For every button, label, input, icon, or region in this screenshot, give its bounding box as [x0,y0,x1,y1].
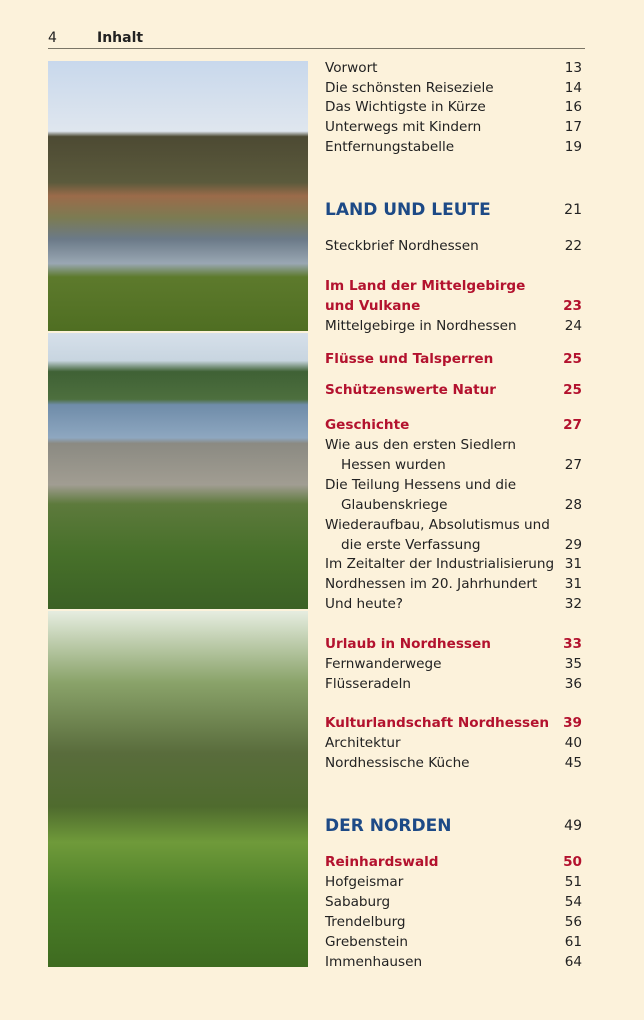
toc-entry-page: 14 [564,80,582,96]
toc-entry-title: Im Zeitalter der Industrialisierung [325,556,555,572]
toc-entry [325,349,582,369]
toc-entry [325,276,582,296]
page-number: 4 [48,30,57,46]
toc-entry-title: Reinhardswald [325,854,439,870]
toc-entry-page: 39 [563,715,582,731]
toc-entry-page: 40 [564,735,582,751]
toc-entry-title: Unterwegs mit Kindern [325,119,482,135]
toc-entry-title: Die schönsten Reiseziele [325,80,494,96]
toc-entry [325,415,582,435]
toc-entry-title: Sababurg [325,894,391,910]
toc-entry [325,932,582,952]
toc-entry [325,594,582,614]
toc-entry-page: 35 [564,656,582,672]
toc-entry-page: 27 [564,457,582,473]
header-rule [48,48,585,49]
photo-village-lake [48,61,308,331]
toc-entry-title: Glaubenskriege [341,497,448,513]
toc-entry [325,674,582,694]
photo-forest-wild-garlic [48,611,308,967]
toc-entry [325,197,582,223]
toc-entry-title: die erste Verfassung [341,537,481,553]
toc-entry-page: 21 [564,202,582,218]
toc-entry [325,380,582,400]
toc-entry-title: Flüsse und Talsperren [325,351,494,367]
toc-entry-page: 17 [564,119,582,135]
toc-entry-title: Mittelgebirge in Nordhessen [325,318,517,334]
toc-entry [325,872,582,892]
toc-entry-page: 51 [564,874,582,890]
toc-entry [325,515,582,535]
toc-entry-title: Und heute? [325,596,404,612]
toc-entry-title: Fernwanderwege [325,656,442,672]
toc-entry-title: Kulturlandschaft Nordhessen [325,715,550,731]
toc-entry-title: LAND UND LEUTE [325,200,491,220]
toc-entry-title: Das Wichtigste in Kürze [325,99,486,115]
toc-entry-page: 31 [564,556,582,572]
toc-entry-page: 24 [564,318,582,334]
toc-entry-page: 25 [563,382,582,398]
toc-entry-page: 54 [564,894,582,910]
toc-entry [325,117,582,137]
toc-entry-page: 32 [564,596,582,612]
toc-entry [325,535,582,555]
toc-entry-title: Nordhessen im 20. Jahrhundert [325,576,538,592]
toc-entry [325,912,582,932]
toc-entry-title: Die Teilung Hessens und die [325,477,517,493]
toc-entry-title: Architektur [325,735,401,751]
toc-entry [325,554,582,574]
toc-entry [325,713,582,733]
toc-entry [325,753,582,773]
toc-entry-title: Vorwort [325,60,378,76]
toc-entry-page: 49 [564,818,582,834]
toc-entry [325,78,582,98]
toc-entry [325,654,582,674]
toc-entry-title: Entfernungstabelle [325,139,455,155]
toc-entry-page: 22 [564,238,582,254]
toc-entry [325,813,582,839]
toc-entry-page: 36 [564,676,582,692]
toc-entry-page: 23 [563,298,582,314]
toc-entry-title: Schützenswerte Natur [325,382,496,398]
toc-entry-page: 25 [563,351,582,367]
toc-entry-page: 61 [564,934,582,950]
toc-entry-page: 27 [563,417,582,433]
toc-entry [325,733,582,753]
toc-entry-title: Immenhausen [325,954,423,970]
toc-entry [325,495,582,515]
toc-entry-page: 13 [564,60,582,76]
toc-entry-page: 56 [564,914,582,930]
toc-entry-title: Trendelburg [325,914,406,930]
toc-entry-title: Wiederaufbau, Absolutismus und [325,517,550,533]
toc-entry-page: 45 [564,755,582,771]
toc-entry [325,455,582,475]
toc-entry-page: 64 [564,954,582,970]
toc-entry-title: Wie aus den ersten Siedlern [325,437,517,453]
toc-entry-title: Hofgeismar [325,874,404,890]
toc-entry-title: Nordhessische Küche [325,755,470,771]
toc-entry-title: und Vulkane [325,298,421,314]
photo-dam-reservoir [48,333,308,609]
toc-entry-page: 33 [563,636,582,652]
toc-entry-title: DER NORDEN [325,816,452,836]
toc-entry-page: 28 [564,497,582,513]
toc-entry-title: Geschichte [325,417,410,433]
toc-entry-title: Steckbrief Nordhessen [325,238,479,254]
toc-entry [325,574,582,594]
toc-entry [325,952,582,972]
toc-entry [325,137,582,157]
toc-entry-page: 29 [564,537,582,553]
toc-entry-title: Flüsseradeln [325,676,412,692]
toc-entry [325,97,582,117]
toc-entry [325,892,582,912]
toc-entry-page: 31 [564,576,582,592]
running-title: Inhalt [97,30,144,46]
toc-entry-title: Urlaub in Nordhessen [325,636,491,652]
toc-entry [325,236,582,256]
toc-entry [325,852,582,872]
toc-entry [325,475,582,495]
toc-entry-page: 16 [564,99,582,115]
toc-entry-title: Grebenstein [325,934,408,950]
toc-entry [325,58,582,78]
toc-entry-page: 19 [564,139,582,155]
toc-entry [325,316,582,336]
toc-entry-title: Im Land der Mittelgebirge [325,278,526,294]
toc-entry [325,634,582,654]
toc-entry-title: Hessen wurden [341,457,446,473]
toc-entry [325,435,582,455]
toc-entry [325,296,582,316]
toc-entry-page: 50 [563,854,582,870]
